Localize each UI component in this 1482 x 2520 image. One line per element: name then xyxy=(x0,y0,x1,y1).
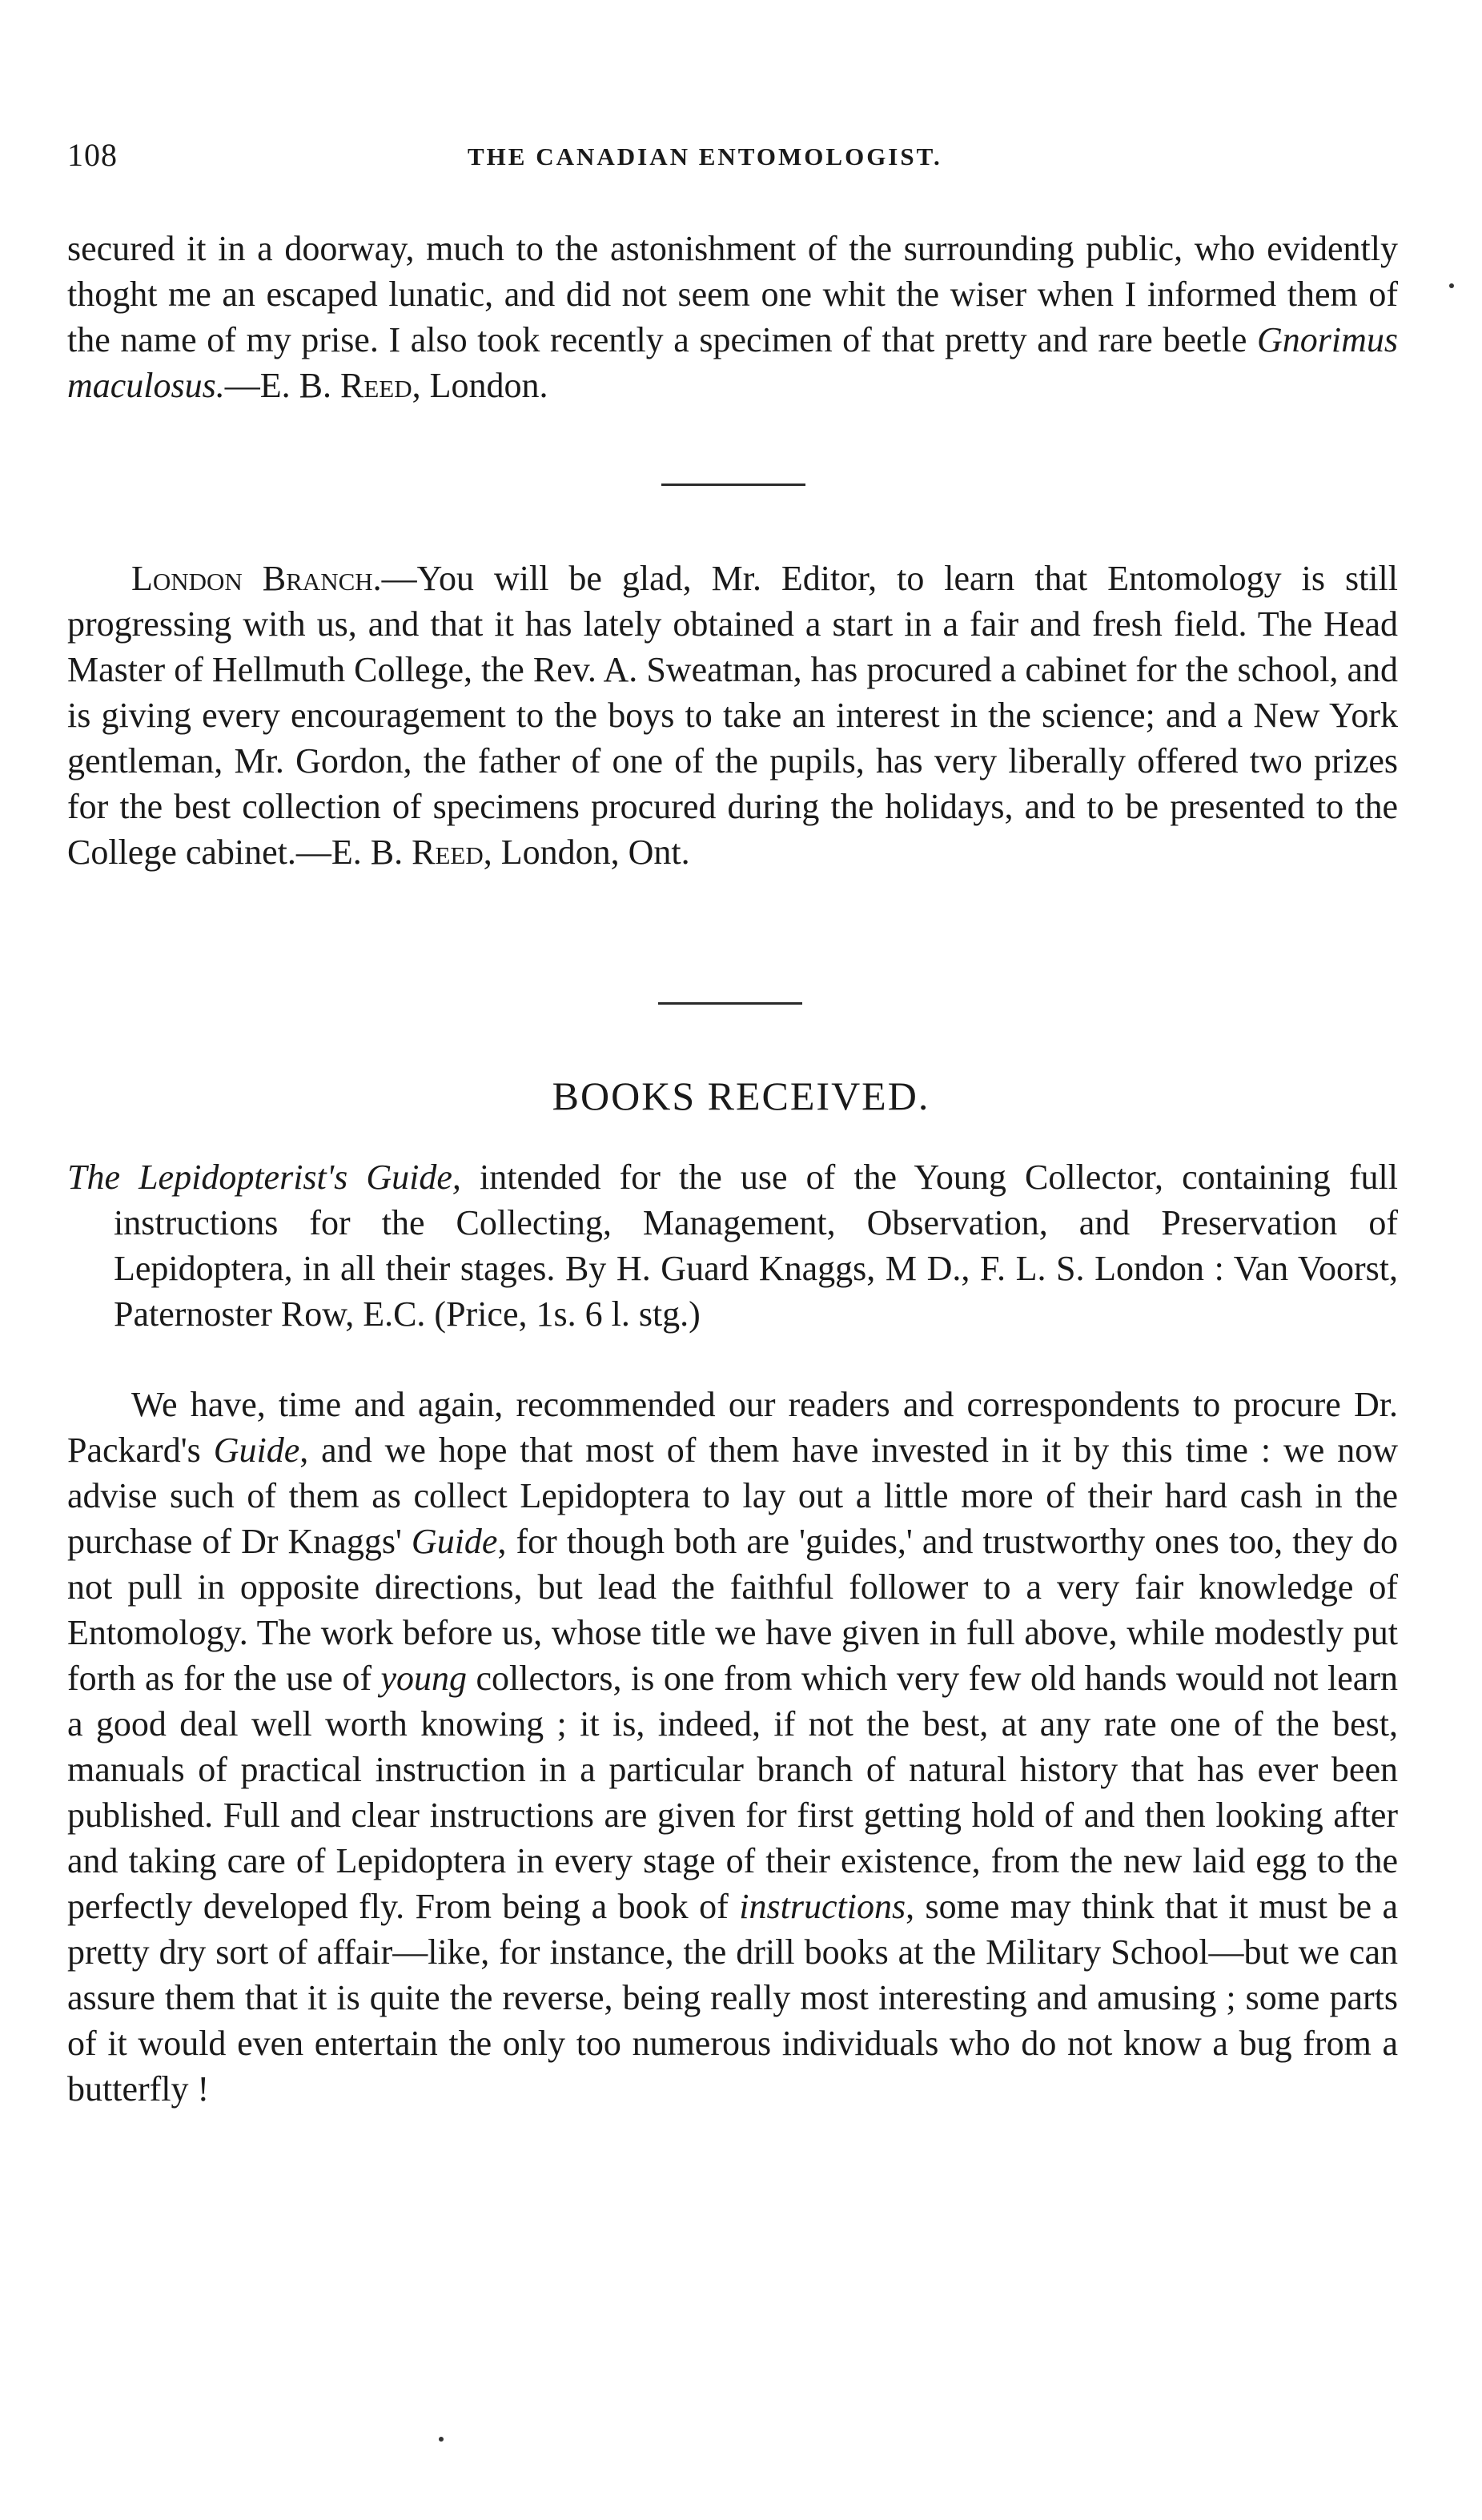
review-italic: young xyxy=(380,1659,467,1698)
review-text: , for though both are 'guides,' and trustworthy ones too, they do not pull in opposite directions, but lead the faithful follower to a very fair knowledge of Entomology. The work before us, whose title we have given in full above, while modestly put forth as for the use of xyxy=(67,1522,1398,1698)
section-divider xyxy=(658,1002,802,1005)
page-header xyxy=(67,136,1396,181)
running-head: THE CANADIAN ENTOMOLOGIST. xyxy=(468,142,942,171)
paragraph-review xyxy=(67,1382,1398,2112)
paragraph-text: secured it in a doorway, much to the astonishment of the surrounding public, who evidently thoght me an escaped lunatic, and did not seem one whit the wiser when I informed them of the name of my prise. I also took recently a specimen of that pretty and rare beetle xyxy=(67,229,1398,359)
review-text: We have, time and again, recommended our readers and correspondents to procure Dr. Packard's xyxy=(67,1385,1398,1470)
signature-prefix: —E. B. xyxy=(224,366,341,405)
book-details: intended for the use of the Young Collector, containing full instructions for the Collecting, Management, Observation, and Preservation of Lepidoptera, in all their stages. By H. Guard Knaggs, M D., F. L. S. London : Van Voorst, Paternoster Row, E.C. (Price, 1s. 6 l. stg.) xyxy=(114,1158,1398,1334)
book-title: The Lepidopterist's Guide, xyxy=(67,1158,461,1197)
author-name: Reed xyxy=(340,366,412,405)
speck-mark xyxy=(439,2437,444,2442)
species-name: Gnorimus maculosus. xyxy=(67,320,1398,405)
review-text: , and we hope that most of them have invested in it by this time : we now advise such of them as collect Lepidoptera to lay out a little more of their hard cash in the purchase of Dr Knaggs' xyxy=(67,1431,1398,1561)
review-italic: Guide xyxy=(411,1522,498,1561)
section-divider xyxy=(661,484,805,486)
review-italic: instructions xyxy=(739,1887,906,1926)
review-text: , some may think that it must be a pretty dry sort of affair—like, for instance, the drill books at the Military School—but we can assure them that it is quite the reverse, being really most interesting and amusing ; some parts of it would even entertain the only too numerous individuals who do not know a bug from a butterfly ! xyxy=(67,1887,1398,2109)
review-text: collectors, is one from which very few old hands would not learn a good deal well worth knowing ; it is, indeed, if not the best, at any rate one of the best, manuals of practical instruction in a particular branch of natural history that has ever been published. Full and clear instructions are given for first getting hold of and then looking after and taking care of Lepidoptera in every stage of their existence, from the new laid egg to the perfectly developed fly. From being a book of xyxy=(67,1659,1398,1926)
speck-mark xyxy=(1449,283,1454,288)
page-number: 108 xyxy=(67,137,118,173)
books-received-heading: BOOKS RECEIVED. xyxy=(552,1073,930,1118)
author-name: Reed xyxy=(412,833,484,872)
author-location: , London, Ont. xyxy=(483,833,690,872)
book-entry xyxy=(67,1154,1398,1337)
review-italic: Guide xyxy=(213,1431,300,1470)
paragraph-text: —You will be glad, Mr. Editor, to learn that Entomology is still progressing with us, and that it has lately obtained a start in a fair and fresh field. The Head Master of Hellmuth College, the Rev. A. Sweatman, has procured a cabinet for the school, and is giving every encouragement to the boys to take an interest in the science; and a New York gentleman, Mr. Gordon, the father of one of the pupils, has very liberally offered two prizes for the best collection of specimens procured during the holidays, and to be presented to the College cabinet.—E. B. xyxy=(67,559,1398,872)
paragraph-london-branch xyxy=(67,556,1398,875)
section-title: London Branch. xyxy=(131,559,382,598)
author-location: , London. xyxy=(412,366,548,405)
paragraph-beetle-note xyxy=(67,226,1398,408)
